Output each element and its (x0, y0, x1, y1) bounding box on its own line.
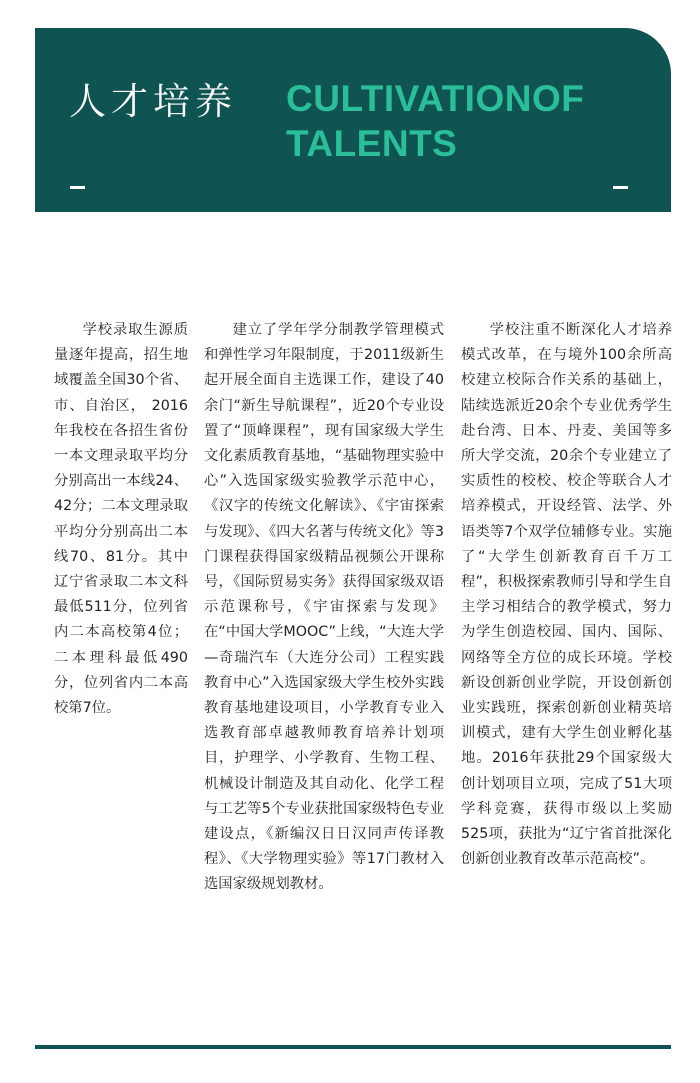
column-admissions: 学校录取生源质量逐年提高，招生地域覆盖全国30个省、市、自治区， 2016年我校在各招生省份一本文理录取平均分分别高出一本线24、42分；二本文理录取平均分分别高出二本线70、81分。其中辽宁省录取二本文科最低511分，位列省内二本高校第4位；二本理科最低490分，位列省内二本高校第7位。 (54, 322, 188, 717)
title-english-line-1: CULTIVATIONOF (286, 78, 585, 119)
column-teaching-management: 建立了学年学分制教学管理模式和弹性学习年限制度，于2011级新生起开展全面自主选课工作，建设了40余门“新生导航课程”，近20个专业设置了“顶峰课程”，现有国家级大学生文化素质教育基地，“基础物理实验中心”入选国家级实验教学示范中心，《汉字的传统文化解读》、《宇宙探索与发现》、《四大名著与传统文化》等3门课程获得国家级精品视频公开课称号，《国际贸易实务》获得国家级双语示范课称号，《宇宙探索与发现》在“中国大学MOOC”上线，“大连大学—奇瑞汽车（大连分公司）工程实践教育中心”入选国家级大学生校外实践教育基地建设项目，小学教育专业入选教育部卓越教师教育培养计划项目，护理学、小学教育、生物工程、机械设计制造及其自动化、化学工程与工艺等5个专业获批国家级特色专业建设点，《新编汉日日汉同声传译教程》、《大学物理实验》等17门教材入选国家级规划教材。 (204, 322, 444, 893)
footer-rule (35, 1045, 671, 1049)
left-dash-divider (70, 186, 85, 189)
right-dash-divider (613, 186, 628, 189)
header-banner (35, 28, 671, 212)
title-english-line-2: TALENTS (286, 123, 458, 164)
title-english (286, 76, 584, 166)
title-chinese: 人才培养 (69, 80, 237, 123)
column-training-reform: 学校注重不断深化人才培养模式改革，在与境外100余所高校建立校际合作关系的基础上，陆续选派近20余个专业优秀学生赴台湾、日本、丹麦、美国等多所大学交流，20余个专业建立了实质性的校校、校企等联合人才培养模式，开设经管、法学、外语类等7个双学位辅修专业。实施了“大学生创新教育百千万工程”，积极探索教师引导和学生自主学习相结合的教学模式，努力为学生创造校园、国内、国际、网络等全方位的成长环境。学校新设创新创业学院，开设创新创业实践班，探索创新创业精英培训模式，建有大学生创业孵化基地。2016年获批29个国家级大创计划项目立项，完成了51大项学科竞赛，获得市级以上奖励525项，获批为“辽宁省首批深化创新创业教育改革示范高校”。 (461, 322, 672, 868)
